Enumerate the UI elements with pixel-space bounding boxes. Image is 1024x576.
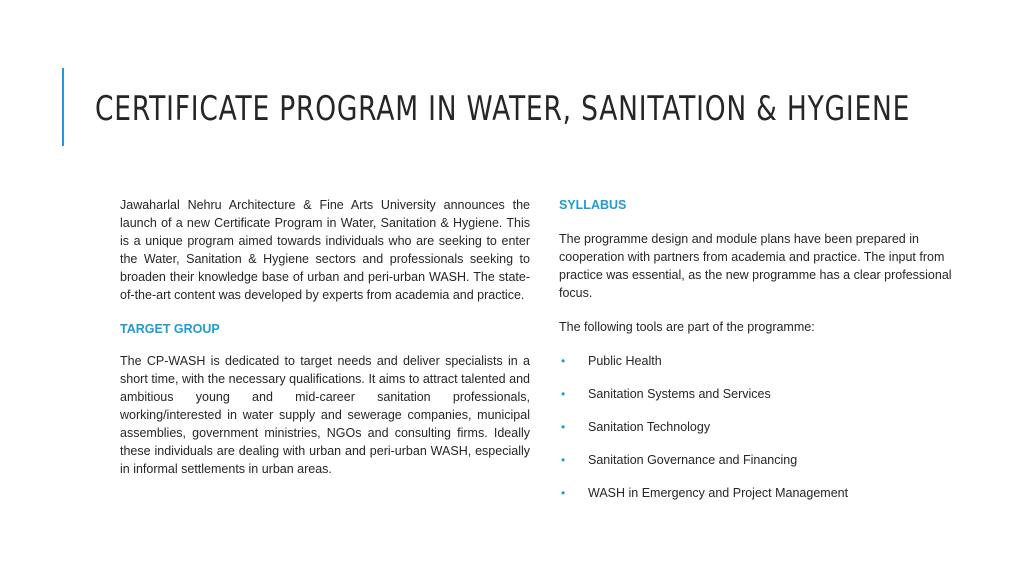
- target-group-paragraph: The CP-WASH is dedicated to target needs and deliver specialists in a short time, with the necessary qualifications. It aims to attract talented and ambitious young and mid-career sanitation professionals, working/interested in water supply and sewerage companies, municipal assemblies, government ministries, NGOs and consulting firms. Ideally these individuals are dealing with urban and peri-urban WASH, especially in informal settlements in urban areas.: [120, 354, 530, 476]
- bullet-icon: •: [561, 486, 566, 500]
- right-column: [559, 196, 959, 502]
- list-item: [559, 385, 959, 403]
- tool-label: Sanitation Systems and Services: [588, 387, 771, 401]
- list-item: [559, 352, 959, 370]
- list-item: [559, 484, 959, 502]
- tools-list: [559, 352, 959, 502]
- tool-label: WASH in Emergency and Project Management: [588, 486, 849, 500]
- bullet-icon: •: [561, 420, 566, 434]
- tools-intro: The following tools are part of the programme:: [559, 320, 815, 334]
- tool-label: Sanitation Governance and Financing: [588, 453, 798, 467]
- bullet-icon: •: [561, 453, 566, 467]
- list-item: [559, 418, 959, 436]
- tool-label: Sanitation Technology: [588, 420, 711, 434]
- slide-title: CERTIFICATE PROGRAM IN WATER, SANITATION & HYGIENE: [95, 89, 911, 129]
- tool-label: Public Health: [588, 354, 662, 368]
- bullet-icon: •: [561, 354, 566, 368]
- title-accent-bar: [62, 68, 64, 146]
- bullet-icon: •: [561, 387, 566, 401]
- intro-paragraph: Jawaharlal Nehru Architecture & Fine Arts University announces the launch of a new Certificate Program in Water, Sanitation & Hygiene. This is a unique program aimed towards individuals who are seeking to enter the Water, Sanitation & Hygiene sectors and professionals seeking to broaden their knowledge base of urban and peri-urban WASH. The state-of-the-art content was developed by experts from academia and practice.: [120, 198, 530, 302]
- list-item: [559, 451, 959, 469]
- left-column: [120, 196, 530, 478]
- syllabus-paragraph: The programme design and module plans have been prepared in cooperation with partners from academia and practice. The input from practice was essential, as the new programme has a clear professional focus.: [559, 232, 952, 300]
- target-group-heading: TARGET GROUP: [120, 322, 220, 336]
- syllabus-heading: SYLLABUS: [559, 198, 627, 212]
